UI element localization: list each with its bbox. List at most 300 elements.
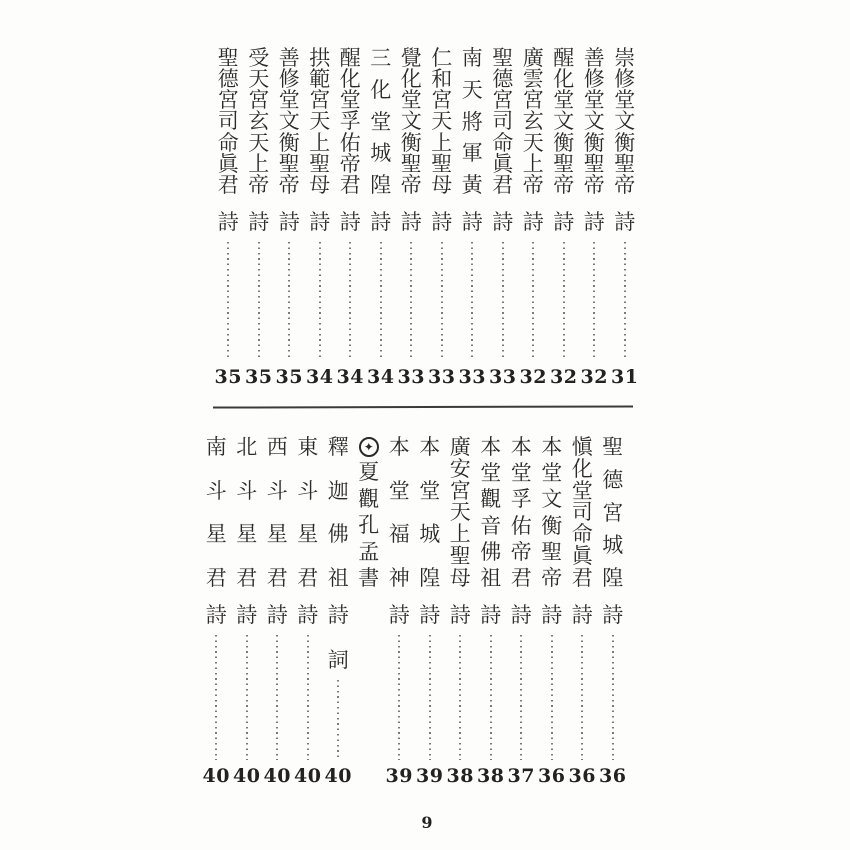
- title-character: 星: [236, 522, 258, 547]
- title-character: 書: [358, 565, 380, 590]
- title-character: 堂: [388, 478, 410, 503]
- entry-page-number: 40: [202, 765, 230, 787]
- entry-title: [309, 48, 330, 196]
- toc-entry: [415, 437, 446, 787]
- title-character: 堂: [583, 88, 605, 113]
- genre-mark: 詩: [510, 603, 532, 627]
- title-character: 隍: [602, 566, 624, 590]
- toc-entry: [323, 437, 354, 787]
- entry-page-number: 34: [367, 366, 395, 388]
- title-character: 孚: [510, 487, 532, 512]
- title-character: 觀: [480, 487, 502, 512]
- title-character: 帝: [614, 172, 636, 197]
- title-character: 上: [449, 522, 471, 547]
- genre-mark: 詩: [327, 603, 349, 627]
- title-character: 帝: [541, 565, 563, 590]
- title-character: 命: [492, 130, 514, 155]
- title-character: 本: [541, 435, 563, 459]
- dotted-leader: [410, 242, 412, 361]
- title-character: 堂: [278, 88, 300, 113]
- toc-entry: [232, 437, 263, 787]
- title-character: 天: [522, 130, 544, 155]
- title-character: 佛: [327, 522, 349, 547]
- title-character: 帝: [339, 151, 361, 176]
- entry-page-number: [364, 767, 374, 787]
- title-character: 司: [217, 109, 239, 134]
- title-character: 君: [266, 565, 288, 590]
- toc-entry: [445, 437, 476, 787]
- entry-title: [462, 48, 483, 196]
- title-character: 堂: [614, 88, 636, 113]
- genre-mark: 詩: [553, 210, 575, 234]
- genre-mark: 詩: [419, 603, 441, 627]
- dotted-leader: [551, 635, 553, 760]
- diamond-circle-symbol: [359, 437, 379, 457]
- title-character: 衡: [400, 130, 422, 155]
- toc-entry: [213, 48, 244, 388]
- title-character: 帝: [522, 172, 544, 197]
- title-character: 斗: [205, 478, 227, 503]
- genre-mark: 詩: [278, 210, 300, 234]
- title-character: 西: [266, 435, 288, 459]
- title-character: 本: [388, 435, 410, 459]
- title-character: 修: [278, 67, 300, 92]
- title-character: 安: [449, 456, 471, 481]
- dotted-leader: [593, 242, 595, 361]
- title-character: 德: [492, 67, 514, 92]
- dotted-leader: [246, 635, 248, 760]
- title-character: 神: [388, 565, 410, 590]
- dotted-leader: [624, 242, 626, 361]
- dotted-leader: [319, 242, 321, 361]
- title-character: 帝: [553, 172, 575, 197]
- genre-mark: 詩: [614, 210, 636, 234]
- entry-title: [523, 48, 544, 196]
- title-character: 化: [571, 456, 593, 481]
- entry-title: [541, 437, 562, 589]
- entry-page-number: 31: [611, 366, 639, 388]
- genre-mark: 詩: [449, 603, 471, 627]
- entry-title: [584, 48, 605, 196]
- title-character: 聖: [449, 544, 471, 569]
- title-character: 聖: [541, 539, 563, 564]
- title-character: 帝: [248, 172, 270, 197]
- title-character: 雲: [522, 67, 544, 92]
- dotted-leader: [502, 242, 504, 361]
- title-character: 堂: [419, 478, 441, 503]
- title-character: 宮: [492, 88, 514, 113]
- title-character: 上: [522, 151, 544, 176]
- entry-page-number: 38: [477, 765, 505, 787]
- title-character: 宮: [248, 88, 270, 113]
- title-character: 堂: [541, 461, 563, 486]
- title-character: 化: [370, 77, 392, 102]
- dotted-leader: [337, 680, 339, 760]
- title-character: 堂: [480, 461, 502, 486]
- dotted-leader: [490, 635, 492, 760]
- title-character: 命: [571, 522, 593, 547]
- title-character: 君: [510, 565, 532, 590]
- genre-mark: 詩: [480, 603, 502, 627]
- title-character: 聖: [553, 151, 575, 176]
- entry-page-number: 38: [446, 765, 474, 787]
- entry-page-number: 40: [263, 765, 291, 787]
- toc-entry: [305, 48, 336, 388]
- title-character: 君: [236, 565, 258, 590]
- genre-mark: 詩: [297, 603, 319, 627]
- title-character: 音: [480, 513, 502, 538]
- genre-mark: 詩: [309, 210, 331, 234]
- title-character: 母: [431, 172, 453, 197]
- toc-entry: [598, 437, 629, 787]
- title-character: 聖: [309, 151, 331, 176]
- dotted-leader: [581, 635, 583, 760]
- title-character: 天: [248, 67, 270, 92]
- entry-page-number: 39: [385, 765, 413, 787]
- dotted-leader: [380, 242, 382, 361]
- entry-title: [511, 437, 532, 589]
- title-character: 堂: [571, 478, 593, 503]
- title-character: 帝: [510, 539, 532, 564]
- title-character: 衡: [583, 130, 605, 155]
- title-character: 德: [217, 67, 239, 92]
- title-character: 斗: [236, 478, 258, 503]
- title-character: 天: [248, 130, 270, 155]
- genre-mark: 詩: [602, 603, 624, 627]
- title-character: 將: [461, 109, 483, 134]
- title-character: 聖: [400, 151, 422, 176]
- toc-entry: [537, 437, 568, 787]
- title-character: 衡: [541, 513, 563, 538]
- title-character: 堂: [510, 461, 532, 486]
- title-character: 星: [205, 522, 227, 547]
- entry-title: [206, 437, 227, 589]
- genre-mark: 詩: [236, 603, 258, 627]
- title-character: 愼: [571, 435, 593, 459]
- title-character: 玄: [248, 109, 270, 134]
- title-character: 仁: [431, 46, 453, 70]
- entry-title: [236, 437, 257, 589]
- dotted-leader: [612, 635, 614, 760]
- toc-entry: [335, 48, 366, 388]
- four-pointed-star-icon: ✦: [363, 440, 374, 454]
- title-character: 聖: [492, 46, 514, 70]
- entry-page-number: 40: [233, 765, 261, 787]
- title-character: 衡: [614, 130, 636, 155]
- title-character: 迦: [327, 478, 349, 503]
- entry-title: [614, 48, 635, 196]
- genre-mark: 詩: [541, 603, 563, 627]
- title-character: 上: [309, 130, 331, 155]
- title-character: 化: [339, 67, 361, 92]
- entry-page-number: 40: [294, 765, 322, 787]
- toc-entry: [567, 437, 598, 787]
- toc-entry: [579, 48, 610, 388]
- title-character: 聖: [614, 151, 636, 176]
- toc-entry: [457, 48, 488, 388]
- title-character: 玄: [522, 109, 544, 134]
- toc-entry: [293, 437, 324, 787]
- title-character: 星: [266, 522, 288, 547]
- title-character: 孚: [339, 109, 361, 134]
- entry-title: [419, 437, 440, 589]
- genre-mark: 詩: [266, 603, 288, 627]
- toc-entry: [366, 48, 397, 388]
- genre-mark: 詩: [583, 210, 605, 234]
- toc-entry: [384, 437, 415, 787]
- entry-title: [389, 437, 410, 589]
- toc-entry: [262, 437, 293, 787]
- genre-mark: 詩: [248, 210, 270, 234]
- entry-page-number: 34: [306, 366, 334, 388]
- genre-mark: 詩: [205, 603, 227, 627]
- entry-page-number: 37: [507, 765, 535, 787]
- title-character: 三: [370, 46, 392, 70]
- genre-mark: 詩: [522, 210, 544, 234]
- toc-entry: [549, 48, 580, 388]
- genre-mark: 詩: [431, 210, 453, 234]
- title-character: 天: [309, 109, 331, 134]
- title-character: 聖: [217, 46, 239, 70]
- folio-page-number: 9: [421, 813, 433, 832]
- title-character: 崇: [614, 46, 636, 70]
- title-character: 化: [553, 67, 575, 92]
- title-character: 君: [217, 172, 239, 197]
- dotted-leader: [258, 242, 260, 361]
- title-character: 佑: [339, 130, 361, 155]
- title-character: 隍: [419, 565, 441, 590]
- toc-lower-register: [201, 437, 628, 787]
- title-character: 修: [614, 67, 636, 92]
- title-character: 上: [248, 151, 270, 176]
- entry-page-number: 35: [245, 366, 273, 388]
- genre-mark: 詩: [461, 210, 483, 234]
- entry-page-number: 36: [538, 765, 566, 787]
- toc-entry: [518, 48, 549, 388]
- title-character: 善: [278, 46, 300, 70]
- title-character: 天: [461, 77, 483, 102]
- title-character: 衡: [553, 130, 575, 155]
- dotted-leader: [215, 635, 217, 760]
- title-character: 聖: [583, 151, 605, 176]
- entry-title: [553, 48, 574, 196]
- toc-upper-register: [213, 48, 640, 388]
- title-character: 文: [541, 487, 563, 512]
- toc-entry: [506, 437, 537, 787]
- title-character: 廣: [449, 435, 471, 459]
- title-character: 宮: [602, 500, 624, 525]
- title-character: 範: [309, 67, 331, 92]
- title-character: 宮: [449, 478, 471, 503]
- genre-mark: 詞: [327, 648, 349, 672]
- title-character: 和: [431, 67, 453, 92]
- dotted-leader: [441, 242, 443, 361]
- title-character: 堂: [339, 88, 361, 113]
- entry-title: [450, 437, 471, 589]
- title-character: 司: [571, 500, 593, 525]
- entry-title: [572, 437, 593, 589]
- entry-page-number: 33: [458, 366, 486, 388]
- title-character: 城: [602, 533, 624, 558]
- title-character: 北: [236, 435, 258, 459]
- title-character: 宮: [309, 88, 331, 113]
- title-character: 祖: [327, 565, 349, 590]
- title-character: 城: [419, 522, 441, 547]
- title-character: 司: [492, 109, 514, 134]
- entry-page-number: 33: [489, 366, 517, 388]
- title-character: 母: [449, 565, 471, 590]
- title-character: 文: [583, 109, 605, 134]
- title-character: 文: [400, 109, 422, 134]
- title-character: 文: [614, 109, 636, 134]
- title-character: 天: [449, 500, 471, 525]
- title-character: 隍: [370, 173, 392, 197]
- entry-title: [267, 437, 288, 589]
- entry-title: [279, 48, 300, 196]
- entry-title: [431, 48, 452, 196]
- title-character: 帝: [583, 172, 605, 197]
- toc-entry: [610, 48, 641, 388]
- title-character: 衡: [278, 130, 300, 155]
- dotted-leader: [429, 635, 431, 760]
- title-character: 醒: [339, 46, 361, 70]
- genre-mark: 詩: [400, 210, 422, 234]
- toc-entry: [244, 48, 275, 388]
- title-character: 君: [571, 565, 593, 590]
- title-character: 上: [431, 130, 453, 155]
- title-character: 釋: [327, 435, 349, 459]
- title-character: 眞: [492, 151, 514, 176]
- title-character: 本: [510, 435, 532, 459]
- dotted-leader: [227, 242, 229, 361]
- title-character: 斗: [297, 478, 319, 503]
- title-character: 眞: [217, 151, 239, 176]
- title-character: 修: [583, 67, 605, 92]
- title-character: 福: [388, 522, 410, 547]
- title-character: 本: [480, 435, 502, 459]
- toc-entry: [396, 48, 427, 388]
- entry-title: [492, 48, 513, 196]
- title-character: 天: [431, 109, 453, 134]
- title-character: 宮: [431, 88, 453, 113]
- entry-page-number: 33: [428, 366, 456, 388]
- genre-mark: 詩: [388, 603, 410, 627]
- title-character: 孟: [358, 539, 380, 564]
- title-character: 星: [297, 522, 319, 547]
- entry-page-number: 36: [599, 765, 627, 787]
- title-character: 覺: [400, 46, 422, 70]
- title-character: 堂: [553, 88, 575, 113]
- genre-mark: 詩: [217, 210, 239, 234]
- title-character: 廣: [522, 46, 544, 70]
- toc-entry: [274, 48, 305, 388]
- title-character: 君: [205, 565, 227, 590]
- title-character: 本: [419, 435, 441, 459]
- entry-title: [248, 48, 269, 196]
- dotted-leader: [532, 242, 534, 361]
- dotted-leader: [276, 635, 278, 760]
- title-character: 化: [400, 67, 422, 92]
- genre-mark: 詩: [492, 210, 514, 234]
- toc-entry: [354, 437, 385, 787]
- title-character: 眞: [571, 544, 593, 569]
- register-divider-rule: [213, 405, 633, 408]
- dotted-leader: [520, 635, 522, 760]
- dotted-leader: [563, 242, 565, 361]
- title-character: 拱: [309, 46, 331, 70]
- title-character: 君: [492, 172, 514, 197]
- entry-page-number: 33: [397, 366, 425, 388]
- title-character: 祖: [480, 565, 502, 590]
- dotted-leader: [288, 242, 290, 361]
- dotted-leader: [398, 635, 400, 760]
- entry-page-number: 40: [324, 765, 352, 787]
- title-character: 母: [309, 172, 331, 197]
- entry-page-number: 39: [416, 765, 444, 787]
- dotted-leader: [459, 635, 461, 760]
- entry-page-number: 32: [519, 366, 547, 388]
- entry-title: [370, 48, 391, 196]
- entry-title: [401, 48, 422, 196]
- title-character: 觀: [358, 486, 380, 511]
- title-character: 帝: [400, 172, 422, 197]
- title-character: 宮: [522, 88, 544, 113]
- title-character: 黃: [461, 173, 483, 197]
- entry-title: [297, 437, 318, 589]
- title-character: 堂: [400, 88, 422, 113]
- title-character: 斗: [266, 478, 288, 503]
- title-character: 南: [205, 435, 227, 459]
- title-character: 孔: [358, 513, 380, 538]
- title-character: 善: [583, 46, 605, 70]
- title-character: 帝: [278, 172, 300, 197]
- toc-entry: [488, 48, 519, 388]
- toc-entry: [476, 437, 507, 787]
- title-character: 德: [602, 467, 624, 492]
- genre-mark: 詩: [571, 603, 593, 627]
- dotted-leader: [307, 635, 309, 760]
- title-character: 君: [297, 565, 319, 590]
- toc-entry: [201, 437, 232, 787]
- title-character: 宮: [217, 88, 239, 113]
- toc-entry: [427, 48, 458, 388]
- title-character: 東: [297, 435, 319, 459]
- entry-page-number: 35: [275, 366, 303, 388]
- entry-title: [328, 437, 349, 589]
- title-character: 軍: [461, 141, 483, 166]
- genre-mark: 詩: [370, 210, 392, 234]
- title-character: 聖: [278, 151, 300, 176]
- title-character: 堂: [370, 109, 392, 134]
- title-character: 聖: [431, 151, 453, 176]
- title-character: 受: [248, 46, 270, 70]
- dotted-leader: [471, 242, 473, 361]
- title-character: 醒: [553, 46, 575, 70]
- entry-page-number: 34: [336, 366, 364, 388]
- entry-title: [480, 437, 501, 589]
- entry-title: [358, 437, 379, 589]
- entry-title: [602, 437, 623, 589]
- entry-page-number: 32: [550, 366, 578, 388]
- title-character: 命: [217, 130, 239, 155]
- dotted-leader: [349, 242, 351, 361]
- title-character: 城: [370, 141, 392, 166]
- title-character: 聖: [602, 435, 624, 459]
- entry-title: [340, 48, 361, 196]
- entry-page-number: 35: [214, 366, 242, 388]
- title-character: 夏: [358, 460, 380, 485]
- title-character: 君: [339, 172, 361, 197]
